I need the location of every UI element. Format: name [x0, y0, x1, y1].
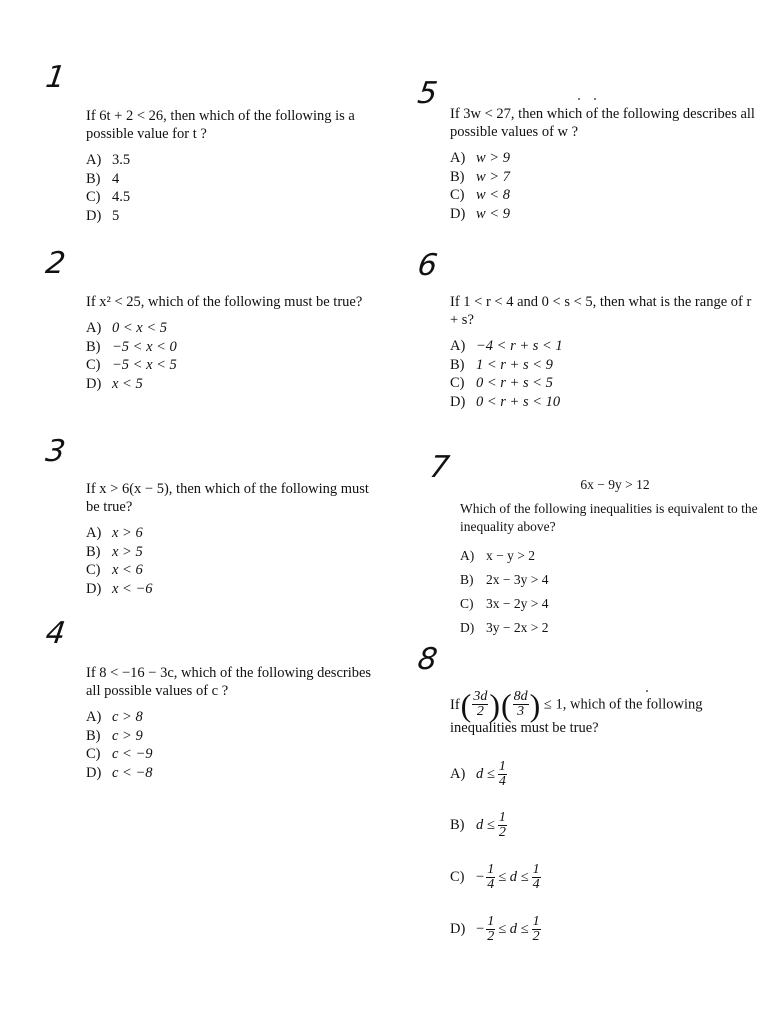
option-letter: C): [86, 357, 101, 373]
options-list: [450, 337, 760, 411]
question-stem: If 8 < −16 − 3c, which of the following describes all possible values of c ?: [86, 665, 372, 699]
option-letter: C): [450, 187, 465, 203]
option-value: 3y − 2x > 2: [486, 620, 549, 635]
option-letter: C): [86, 562, 101, 578]
numerator: 1: [498, 758, 506, 774]
option-letter: D): [450, 921, 466, 937]
option-a[interactable]: [86, 708, 386, 727]
fraction: [513, 690, 529, 719]
option-value: 4: [112, 170, 120, 187]
question-number-2: 2: [43, 246, 68, 281]
option-b[interactable]: [86, 170, 386, 189]
option-letter: A): [86, 709, 102, 725]
question-number-6: 6: [415, 248, 440, 283]
option-letter: A): [450, 338, 466, 354]
option-value: c < −8: [112, 764, 153, 781]
options-list: [450, 149, 760, 223]
option-c[interactable]: [86, 188, 386, 207]
options-list: [86, 151, 386, 225]
option-value: 0 < x < 5: [112, 320, 168, 336]
option-value: w > 9: [476, 150, 510, 166]
question-number-4: 4: [43, 616, 68, 651]
option-value: 3.5: [112, 152, 131, 168]
option-letter: D): [450, 205, 466, 222]
numerator: 8d: [513, 689, 528, 704]
option-c[interactable]: [450, 853, 760, 901]
option-lead: −: [476, 921, 485, 937]
left-paren: (: [460, 686, 472, 723]
option-letter: C): [450, 869, 465, 885]
question-number-7: 7: [427, 450, 452, 485]
denominator: 4: [487, 876, 495, 892]
question-stem: Which of the following inequalities is equivalent to the inequality above?: [460, 501, 758, 534]
question-stem: If x² < 25, which of the following must be true?: [86, 294, 363, 310]
option-a[interactable]: [86, 524, 386, 543]
option-d[interactable]: [450, 901, 760, 957]
option-d[interactable]: [86, 580, 386, 599]
scan-speck: [578, 98, 580, 100]
option-value: x < 6: [112, 562, 143, 578]
options-list: [86, 708, 386, 782]
numerator: 3d: [473, 689, 488, 704]
option-value: x < 5: [112, 375, 143, 392]
option-d[interactable]: [450, 393, 760, 412]
option-mid: ≤ d ≤: [498, 869, 529, 885]
option-value: 0 < r + s < 5: [476, 375, 553, 391]
question-number-5: 5: [415, 76, 440, 111]
fraction: [498, 811, 507, 840]
options-list: [86, 319, 386, 393]
option-c[interactable]: [86, 745, 386, 764]
option-letter: D): [86, 375, 102, 392]
option-a[interactable]: [460, 544, 768, 568]
option-b[interactable]: [86, 338, 386, 357]
option-letter: A): [86, 525, 102, 541]
question-number-1: 1: [43, 60, 68, 95]
option-letter: C): [86, 189, 101, 205]
option-letter: D): [86, 207, 102, 224]
option-a[interactable]: [86, 319, 386, 338]
option-value: 5: [112, 207, 120, 224]
option-value: x > 5: [112, 543, 143, 560]
option-value: 0 < r + s < 10: [476, 393, 561, 410]
denominator: 4: [532, 876, 540, 892]
numerator: 1: [532, 913, 540, 929]
option-d[interactable]: [86, 375, 386, 394]
option-letter: B): [450, 168, 465, 185]
option-letter: D): [86, 580, 102, 597]
option-letter: B): [450, 817, 465, 833]
scan-speck: [646, 690, 648, 692]
stem-prefix: If: [450, 696, 460, 713]
question-7: [460, 476, 768, 640]
option-value: −5 < x < 5: [112, 357, 177, 373]
option-d[interactable]: [86, 764, 386, 783]
option-a[interactable]: [450, 751, 760, 797]
question-stem: If 1 < r < 4 and 0 < s < 5, then what is the range of r + s?: [450, 294, 752, 328]
fraction: [532, 863, 541, 892]
fraction: [472, 690, 488, 719]
numerator: 1: [487, 861, 495, 877]
option-lead: −: [476, 869, 485, 885]
denominator: 3: [517, 704, 525, 719]
options-list: [460, 544, 768, 640]
option-letter: A): [450, 150, 466, 166]
question-number-3: 3: [43, 434, 68, 469]
option-value: 3x − 2y > 4: [486, 596, 549, 611]
option-b[interactable]: [460, 568, 768, 592]
option-value: 4.5: [112, 189, 131, 205]
numerator: 1: [487, 913, 495, 929]
question-stem: If 6t + 2 < 26, then which of the following is a possible value for t ?: [86, 108, 355, 142]
option-value: −5 < x < 0: [112, 338, 177, 355]
option-mid: ≤ d ≤: [498, 921, 529, 937]
given-inequality: 6x − 9y > 12: [580, 477, 650, 492]
option-value: −4 < r + s < 1: [476, 338, 563, 354]
option-letter: C): [86, 746, 101, 762]
fraction: [498, 760, 507, 789]
right-paren: ): [529, 686, 541, 723]
question-2: [86, 293, 386, 393]
option-letter: A): [450, 766, 466, 782]
option-letter: D): [450, 393, 466, 410]
stem-expression: [450, 686, 541, 723]
question-3: [86, 480, 386, 598]
option-lead: d ≤: [476, 817, 495, 833]
question-8: [450, 686, 760, 957]
option-letter: D): [460, 620, 475, 635]
option-c[interactable]: [86, 356, 386, 375]
question-stem: If 3w < 27, then which of the following describes all possible values of w ?: [450, 106, 755, 140]
option-value: w < 8: [476, 187, 510, 203]
option-letter: A): [460, 548, 475, 563]
option-letter: D): [86, 764, 102, 781]
right-paren: ): [489, 686, 500, 723]
option-letter: A): [86, 152, 102, 168]
denominator: 4: [498, 773, 506, 789]
options-list: [86, 524, 386, 598]
option-letter: C): [460, 596, 474, 611]
option-letter: C): [450, 375, 465, 391]
fraction: [486, 915, 495, 944]
option-b[interactable]: [450, 168, 760, 187]
denominator: 2: [498, 824, 506, 840]
option-lead: d ≤: [476, 766, 495, 782]
option-c[interactable]: [460, 592, 768, 616]
denominator: 2: [476, 704, 484, 719]
denominator: 2: [532, 928, 540, 944]
option-value: 2x − 3y > 4: [486, 572, 549, 587]
question-6: [450, 293, 760, 411]
option-letter: B): [86, 338, 101, 355]
option-letter: B): [86, 727, 101, 744]
option-letter: B): [450, 356, 465, 373]
question-stem: If x > 6(x − 5), then which of the following must be true?: [86, 481, 369, 515]
option-a[interactable]: [450, 149, 760, 168]
option-letter: A): [86, 320, 102, 336]
question-stem: [450, 686, 760, 737]
option-a[interactable]: [86, 151, 386, 170]
option-b[interactable]: [86, 543, 386, 562]
option-value: c < −9: [112, 746, 153, 762]
option-letter: B): [86, 170, 101, 187]
option-d[interactable]: [450, 205, 760, 224]
option-d[interactable]: [460, 616, 768, 640]
option-value: c > 9: [112, 727, 143, 744]
option-c[interactable]: [450, 186, 760, 205]
option-c[interactable]: [450, 374, 760, 393]
options-list: [450, 751, 760, 957]
option-b[interactable]: [86, 727, 386, 746]
option-letter: B): [460, 572, 474, 587]
option-d[interactable]: [86, 207, 386, 226]
fraction: [532, 915, 541, 944]
option-value: w < 9: [476, 205, 510, 222]
left-paren: (: [500, 686, 512, 723]
fraction: [486, 863, 495, 892]
option-b[interactable]: [450, 356, 760, 375]
option-c[interactable]: [86, 561, 386, 580]
option-value: 1 < r + s < 9: [476, 356, 553, 373]
question-number-8: 8: [415, 642, 440, 677]
option-letter: B): [86, 543, 101, 560]
option-value: x − y > 2: [486, 548, 535, 563]
stem-suffix: ≤ 1, which of the following inequalities must be true?: [450, 696, 703, 736]
option-a[interactable]: [450, 337, 760, 356]
option-b[interactable]: [450, 797, 760, 853]
option-value: c > 8: [112, 709, 143, 725]
question-5: [450, 105, 760, 223]
option-value: x < −6: [112, 580, 153, 597]
numerator: 1: [532, 861, 540, 877]
question-4: [86, 664, 386, 782]
denominator: 2: [487, 928, 495, 944]
scan-speck: [594, 98, 596, 100]
numerator: 1: [498, 809, 506, 825]
question-1: [86, 107, 386, 225]
option-value: w > 7: [476, 168, 510, 185]
option-value: x > 6: [112, 525, 143, 541]
